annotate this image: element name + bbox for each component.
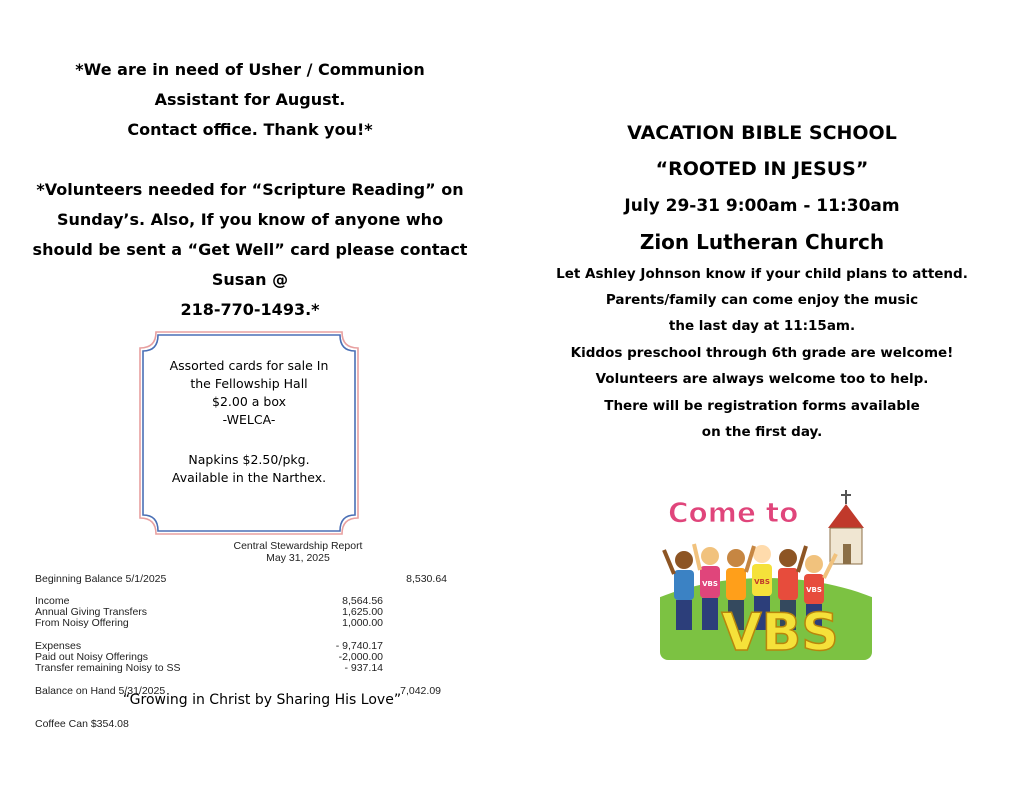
report-row bbox=[35, 618, 455, 629]
card-box-line: Assorted cards for sale In bbox=[169, 358, 329, 373]
report-amount: - 9,740.17 bbox=[335, 640, 383, 652]
vbs-location: Zion Lutheran Church bbox=[639, 230, 885, 254]
motto bbox=[0, 692, 524, 708]
report-amount: -2,000.00 bbox=[338, 651, 383, 663]
usher-notice-line: Assistant for August. bbox=[154, 90, 346, 109]
report-row bbox=[35, 574, 455, 585]
vbs-detail-line: There will be registration forms available bbox=[604, 398, 920, 414]
report-label: Annual Giving Transfers bbox=[35, 606, 148, 618]
usher-notice-line: *We are in need of Usher / Communion bbox=[75, 60, 425, 79]
svg-text:VBS: VBS bbox=[702, 580, 718, 588]
report-total: 7,042.09 bbox=[400, 685, 441, 697]
card-box-line: $2.00 a box bbox=[212, 394, 286, 409]
volunteer-notice-line: Susan @ bbox=[211, 270, 289, 289]
report-title: Central Stewardship Report bbox=[233, 540, 363, 552]
report-amount: 8,564.56 bbox=[342, 595, 383, 607]
svg-text:VBS: VBS bbox=[806, 586, 822, 594]
coffee-can-total: Coffee Can $354.08 bbox=[35, 718, 129, 730]
motto-text: “Growing in Christ by Sharing His Love” bbox=[122, 692, 402, 708]
usher-notice-line: Contact office. Thank you!* bbox=[127, 120, 373, 139]
report-label: Transfer remaining Noisy to SS bbox=[35, 662, 181, 674]
vbs-detail-line: Parents/family can come enjoy the music bbox=[605, 292, 919, 308]
vbs-title: VACATION BIBLE SCHOOL bbox=[627, 122, 897, 144]
volunteer-notice-line: *Volunteers needed for “Scripture Reading” on bbox=[36, 180, 464, 199]
report-amount: 1,625.00 bbox=[342, 606, 383, 618]
card-box-line: Available in the Narthex. bbox=[171, 470, 327, 485]
phone-number: 218-770-1493.* bbox=[180, 300, 320, 319]
report-amount: - 937.14 bbox=[344, 662, 383, 674]
report-row bbox=[35, 719, 455, 730]
card-box-line: the Fellowship Hall bbox=[190, 376, 308, 391]
report-amount: 1,000.00 bbox=[342, 617, 383, 629]
come-to-vbs-image bbox=[660, 488, 872, 660]
svg-text:VBS: VBS bbox=[754, 578, 770, 586]
volunteer-notice-line: Sunday’s. Also, If you know of anyone who bbox=[56, 210, 444, 229]
report-label: Paid out Noisy Offerings bbox=[35, 651, 149, 663]
vbs-dates: July 29-31 9:00am - 11:30am bbox=[624, 196, 900, 216]
vbs-detail-line: the last day at 11:15am. bbox=[668, 318, 856, 334]
vbs-detail-line: Volunteers are always welcome too to help. bbox=[595, 371, 929, 387]
volunteer-notice-line: should be sent a “Get Well” card please contact bbox=[32, 240, 468, 259]
card-box-line: -WELCA- bbox=[222, 412, 276, 427]
report-label: Expenses bbox=[35, 640, 82, 652]
report-label: From Noisy Offering bbox=[35, 617, 129, 629]
report-label: Income bbox=[35, 595, 70, 607]
report-label: Balance on Hand 5/31/2025 bbox=[35, 685, 166, 697]
report-label: Beginning Balance 5/1/2025 bbox=[35, 573, 167, 585]
report-date: May 31, 2025 bbox=[266, 552, 330, 564]
svg-text:VBS: VBS bbox=[721, 603, 839, 660]
vbs-detail-line: Let Ashley Johnson know if your child plans to attend. bbox=[556, 266, 968, 282]
svg-text:Come to: Come to bbox=[668, 496, 799, 529]
report-total: 8,530.64 bbox=[406, 573, 447, 585]
card-box-line: Napkins $2.50/pkg. bbox=[188, 452, 310, 467]
cards-for-sale-box bbox=[138, 330, 360, 536]
vbs-theme: “ROOTED IN JESUS” bbox=[655, 158, 869, 180]
right-column bbox=[520, 0, 1024, 791]
report-row bbox=[35, 663, 455, 674]
vbs-illustration bbox=[660, 488, 872, 660]
left-column bbox=[0, 0, 500, 791]
vbs-detail-line: on the first day. bbox=[701, 424, 823, 440]
vbs-detail-line: Kiddos preschool through 6th grade are welcome! bbox=[570, 345, 954, 361]
